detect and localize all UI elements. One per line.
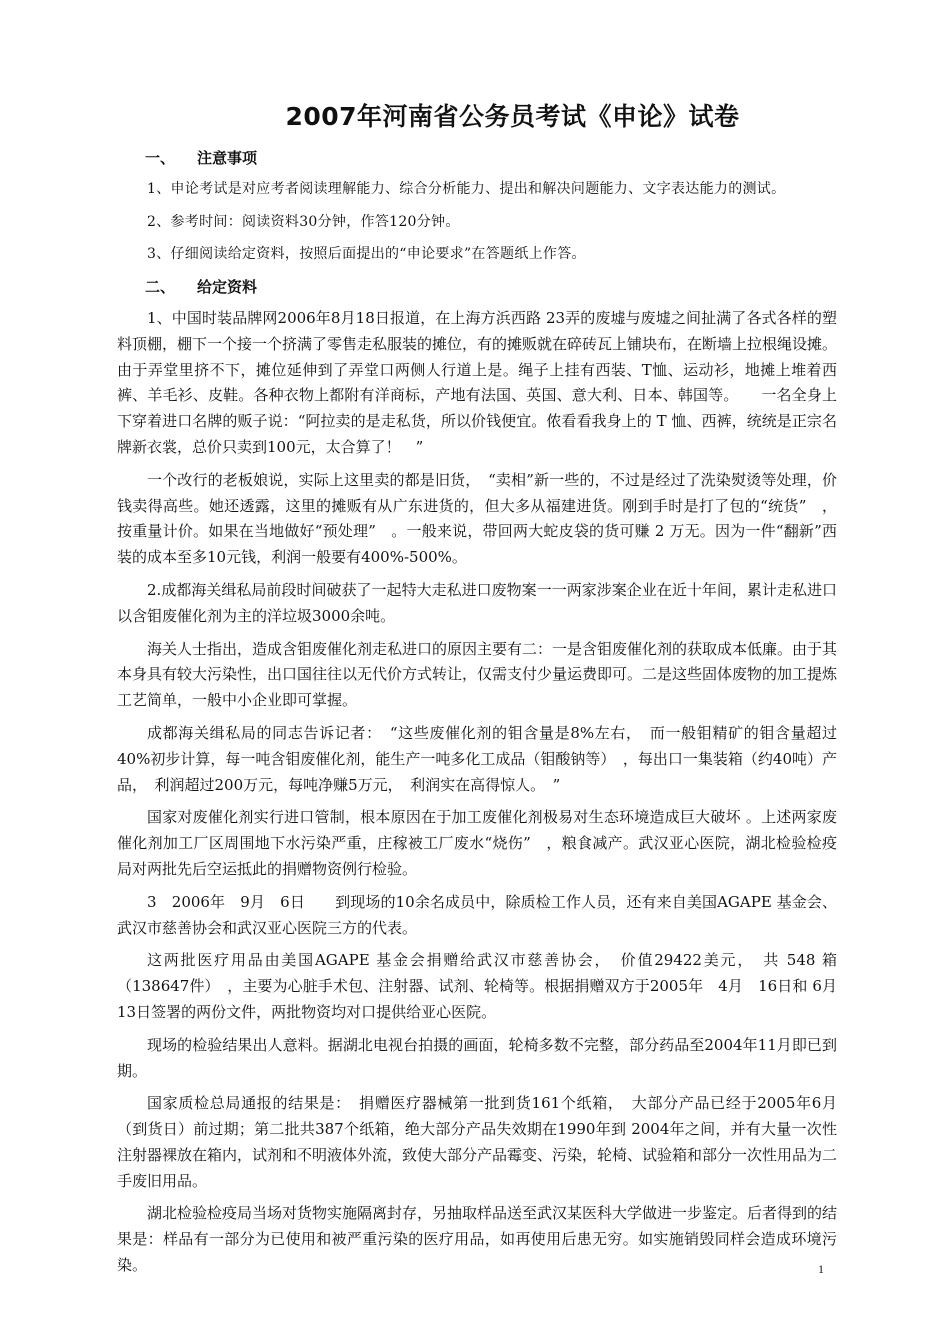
material-paragraph: 海关人士指出，造成含钼废催化剂走私进口的原因主要有二：一是含钼废催化剂的获取成本低廉。由于其本身具有较大污染性，出口国往往以无代价方式转让，仅需支付少量运费即可。二是这些固体废物的加工提炼工艺简单，一般中小企业即可掌握。 — [117, 639, 838, 710]
notes-item: 2、参考时间：阅读资料30分钟，作答120分钟。 — [147, 213, 460, 230]
section-title: 给定资料 — [197, 278, 258, 297]
notes-item: 1、申论考试是对应考者阅读理解能力、综合分析能力、提出和解决问题能力、文字表达能力的测试。 — [147, 180, 786, 197]
material-paragraph: 这两批医疗用品由美国AGAPE 基金会捐赠给武汉市慈善协会， 价值29422美元， 共 548 箱（138647件） ，主要为心脏手术包、注射器、试剂、轮椅等。根据捐赠双方于2005年 4月 16日和 6月 13日签署的两份文件，两批物资均对口提供给亚心医院。 — [117, 951, 853, 1021]
section-number: 一、 — [145, 149, 176, 167]
document-title: 2007年河南省公务员考试《申论》试卷 — [285, 102, 740, 131]
notes-item: 3、仔细阅读给定资料，按照后面提出的“申论要求”在答题纸上作答。 — [147, 246, 586, 263]
material-paragraph: 一个改行的老板娘说，实际上这里卖的都是旧货， “卖相”新一些的，不过是经过了洗染熨烫等处理，价钱卖得高些。她还透露，这里的摊贩有从广东进货的，但大多从福建进货。刚到手时是打了包的“统货” ，按重量计价。如果在当地做好“预处理” 。一般来说，带回两大蛇皮袋的货可赚 2 万无。因为一件“翻新”西装的成本至多10元钱，利润一般要有400%-500%。 — [117, 470, 837, 567]
section-heading-materials — [117, 275, 837, 301]
document-body — [117, 146, 853, 1286]
section-title: 注意事项 — [197, 149, 258, 167]
material-paragraph: 成都海关缉私局的同志告诉记者： “这些废催化剂的钼含量是8%左右， 而一般钼精矿的钼含量超过40%初步计算，每一吨含钼废催化剂，能生产一吨多化工成品（钼酸钠等） ，每出口一集装箱（约40吨）产品， 利润超过200万元，每吨净赚5万元， 利润实在高得惊人。 ” — [117, 723, 837, 794]
page-number: 1 — [818, 1262, 824, 1276]
material-paragraph: 2.成都海关缉私局前段时间破获了一起特大走私进口废物案一一两家涉案企业在近十年间，累计走私进口以含钼废催化剂为主的洋垃圾3000余吨。 — [117, 580, 837, 625]
material-paragraph: 现场的检验结果出人意料。据湖北电视台拍摄的画面，轮椅多数不完整，部分药品至2004年11月即已到期。 — [117, 1035, 837, 1080]
material-paragraph: 1、中国时装品牌网2006年8月18日报道，在上海方浜西路 23弄的废墟与废墟之间扯满了各式各样的塑料顶棚，棚下一个接一个挤满了零售走私服装的摊位，有的摊贩就在碎砖瓦上铺块布，在断墙上拉根绳设摊。由于弄堂里挤不下，摊位延伸到了弄堂口两侧人行道上是。绳子上挂有西装、T恤、运动衫，地摊上堆着西裤、羊毛衫、皮鞋。各种衣物上都附有洋商标，产地有法国、英国、意大利、日本、韩国等。 一名全身上下穿着进口名牌的贩子说：“阿拉卖的是走私货，所以价钱便宜。侬看看我身上的 T 恤、西裤，统统是正宗名牌新衣裳，总价只卖到100元，太合算了！ ” — [117, 308, 838, 456]
material-paragraph: 国家对废催化剂实行进口管制，根本原因在于加工废催化剂极易对生态环境造成巨大破坏 。上述两家废催化剂加工厂区周围地下水污染严重，庄稼被工厂废水“烧伤” ，粮食减产。武汉亚心医院，湖北检验检疫局对两批先后空运抵此的捐赠物资例行检验。 — [117, 808, 837, 878]
material-paragraph: 3 2006年 9月 6日 到现场的10余名成员中，除质检工作人员，还有来自美国AGAPE 基金会、武汉市慈善协会和武汉亚心医院三方的代表。 — [117, 892, 837, 937]
material-paragraph: 国家质检总局通报的结果是： 捐赠医疗器械第一批到货161个纸箱， 大部分产品已经于2005年6月（到货日）前过期；第二批共387个纸箱，绝大部分产品失效期在1990年到 2004年之间，并有大量一次性注射器裸放在箱内，试剂和不明液体外流，致使大部分产品霉变、污染，轮椅、试验箱和部分一次性用品为二手废旧用品。 — [117, 1094, 838, 1190]
section-number: 二、 — [145, 278, 176, 297]
section-heading-notes — [117, 146, 837, 172]
material-paragraph: 湖北检验检疫局当场对货物实施隔离封存，另抽取样品送至武汉某医科大学做进一步鉴定。后者得到的结果是：样品有一部分为已使用和被严重污染的医疗用品，如再使用后患无穷。如实施销毁同样会造成环境污染。 — [117, 1204, 838, 1275]
